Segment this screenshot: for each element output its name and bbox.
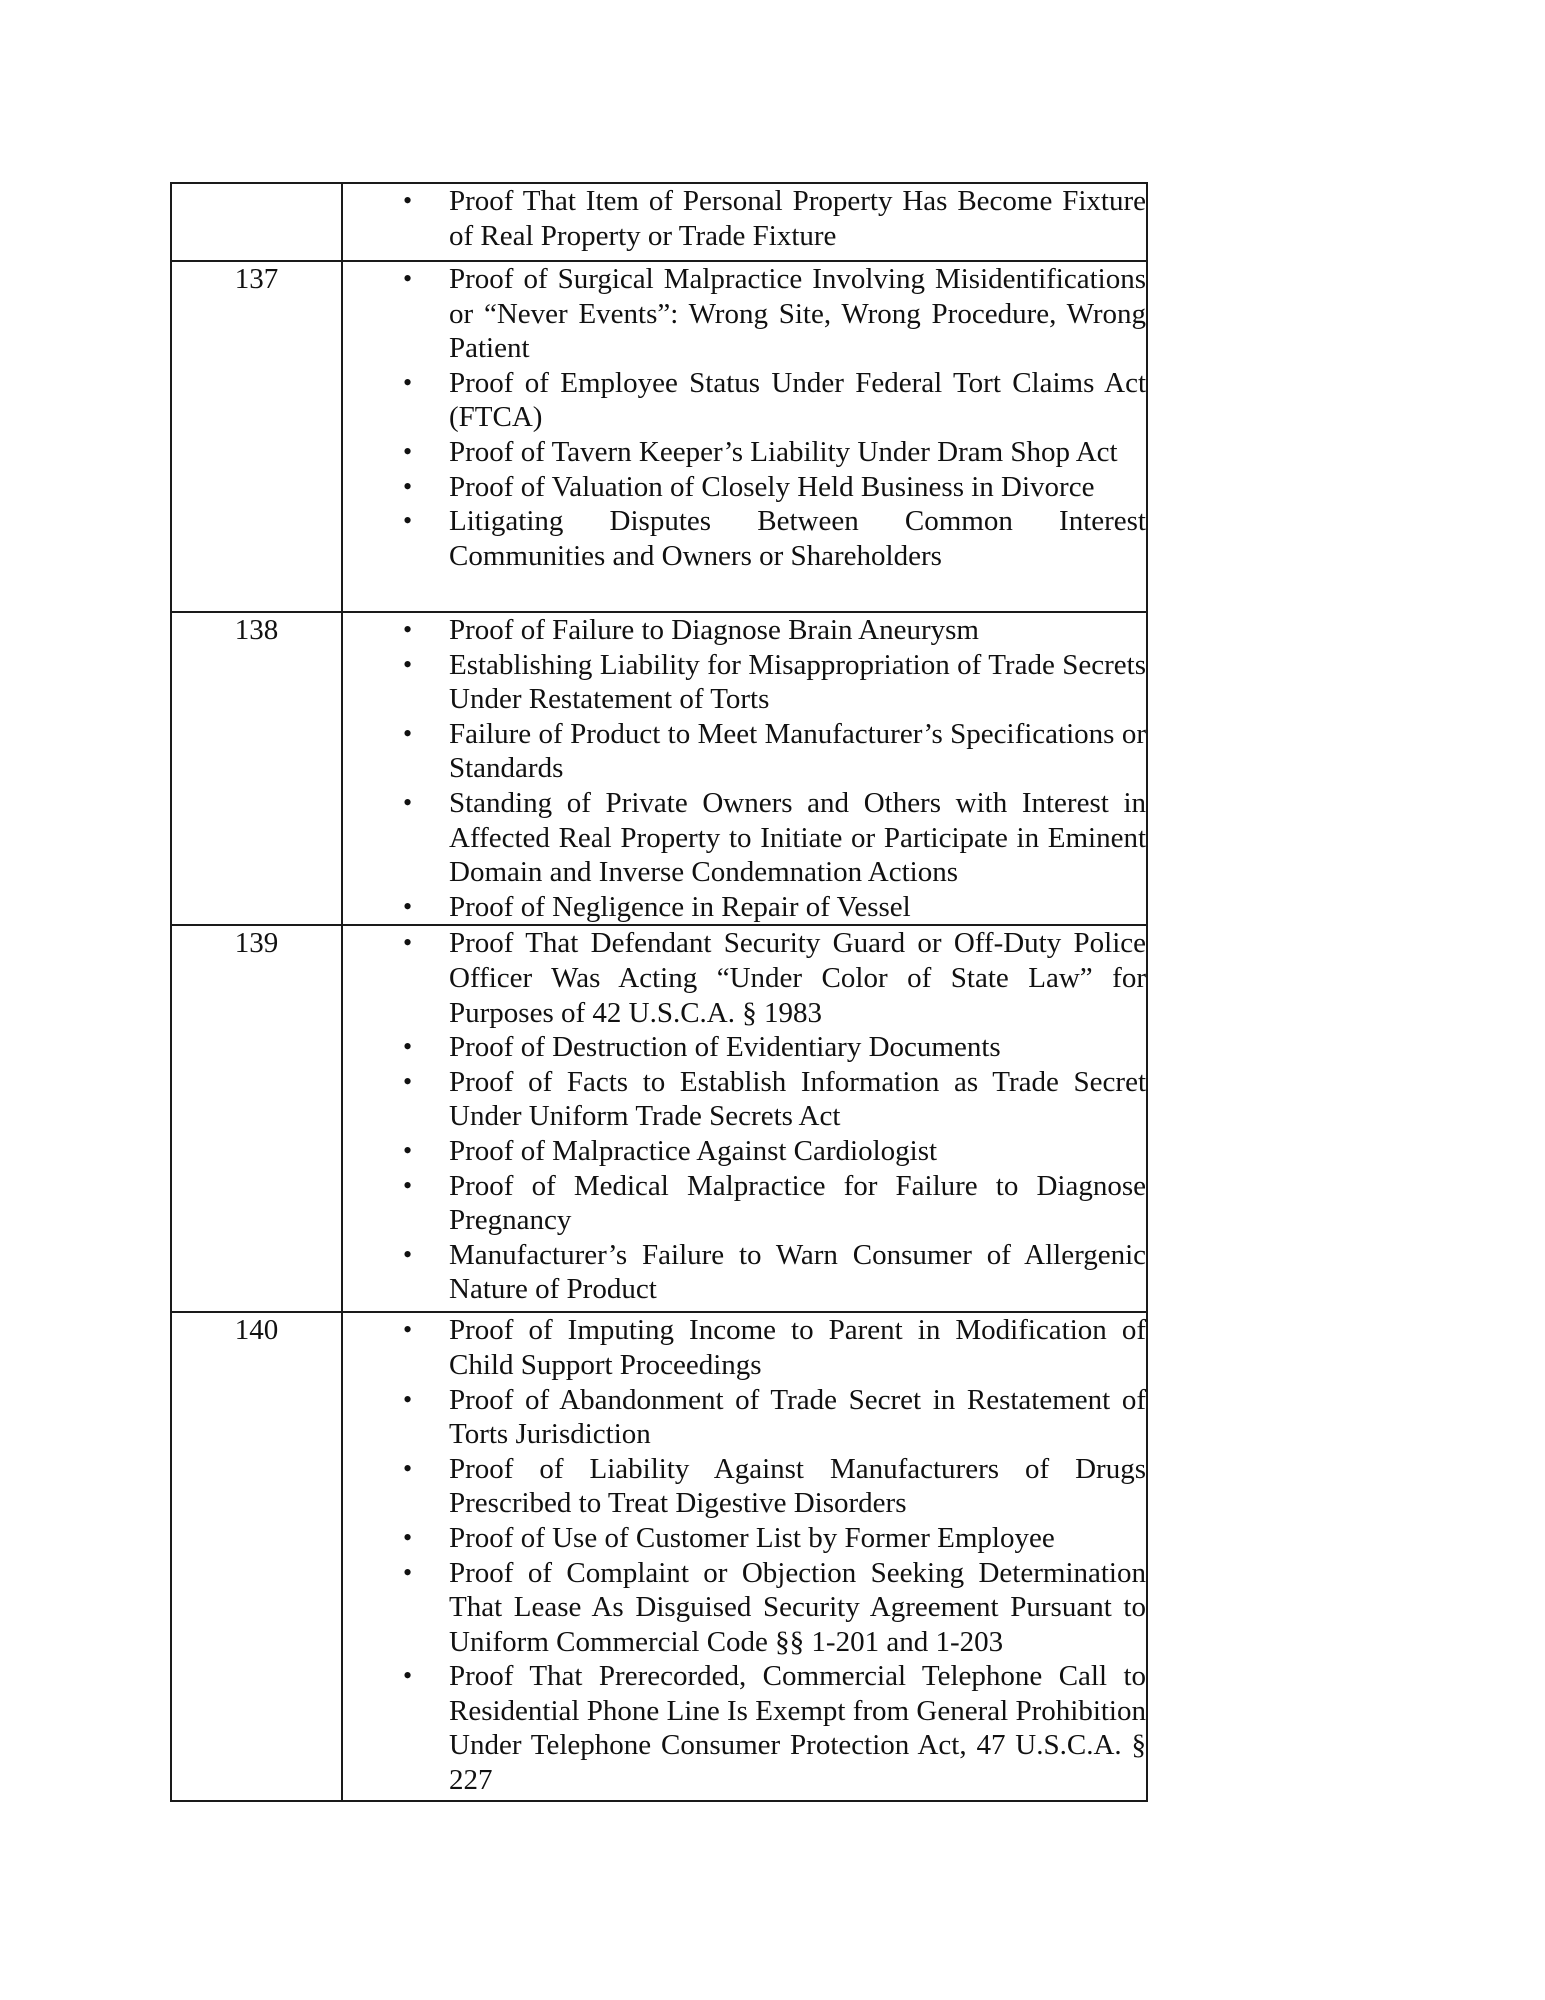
list-item (343, 926, 1146, 1030)
article-list-cell (342, 1312, 1147, 1801)
table-row (171, 925, 1147, 1312)
volume-number-cell: 138 (171, 612, 342, 925)
volume-number-cell (171, 183, 342, 261)
article-title: Proof of Use of Customer List by Former Employee (449, 1521, 1055, 1554)
article-title: Proof of Valuation of Closely Held Business in Divorce (449, 470, 1095, 503)
list-item (343, 1030, 1146, 1065)
list-item (343, 1452, 1146, 1521)
article-title: Proof That Prerecorded, Commercial Telephone Call to Residential Phone Line Is Exempt from General Prohibition Under Telephone Consumer Protection Act, 47 U.S.C.A. § 227 (449, 1660, 1146, 1797)
bullet-icon: • (403, 506, 413, 536)
list-item (343, 786, 1146, 890)
article-title: Proof of Negligence in Repair of Vessel (449, 890, 911, 923)
article-title: Proof of Surgical Malpractice Involving Misidentifications or “Never Events”: Wrong Site, Wrong Procedure, Wrong Patient (449, 263, 1146, 365)
list-item (343, 717, 1146, 786)
list-item (343, 1169, 1146, 1238)
volume-number-cell: 140 (171, 1312, 342, 1801)
bullet-icon: • (403, 1453, 413, 1483)
article-title: Proof of Complaint or Objection Seeking Determination That Lease As Disguised Security Agreement Pursuant to Uniform Commercial Code §§ 1-201 and 1-203 (449, 1556, 1146, 1658)
bullet-icon: • (403, 471, 413, 501)
list-item (343, 435, 1146, 470)
article-title: Manufacturer’s Failure to Warn Consumer of Allergenic Nature of Product (449, 1238, 1146, 1306)
bullet-icon: • (403, 787, 413, 817)
bullet-icon: • (403, 1557, 413, 1587)
article-list-cell (342, 261, 1147, 612)
article-title: Standing of Private Owners and Others with Interest in Affected Real Property to Initiate or Participate in Eminent Domain and Inverse Condemnation Actions (449, 786, 1146, 889)
list-item (343, 184, 1146, 253)
bullet-icon: • (403, 1239, 413, 1269)
article-title: Proof of Medical Malpractice for Failure to Diagnose Pregnancy (449, 1169, 1146, 1237)
bullet-icon: • (403, 1661, 413, 1691)
supplement-contents-table (170, 182, 1148, 1802)
table-row (171, 612, 1147, 925)
list-item (343, 1383, 1146, 1452)
article-title: Proof of Abandonment of Trade Secret in Restatement of Torts Jurisdiction (449, 1383, 1146, 1451)
volume-number-cell: 137 (171, 261, 342, 612)
bullet-icon: • (403, 1170, 413, 1200)
list-item (343, 1134, 1146, 1169)
article-title: Proof That Defendant Security Guard or Off-Duty Police Officer Was Acting “Under Color of State Law” for Purposes of 42 U.S.C.A. § 1983 (449, 927, 1146, 1029)
article-list-cell (342, 925, 1147, 1312)
article-title: Failure of Product to Meet Manufacturer’s Specifications or Standards (449, 717, 1146, 785)
bullet-icon: • (403, 1384, 413, 1414)
list-item (343, 1659, 1146, 1797)
article-title: Proof of Failure to Diagnose Brain Aneurysm (449, 614, 979, 646)
bullet-icon: • (403, 1135, 413, 1165)
bullet-icon: • (403, 1522, 413, 1552)
list-item (343, 504, 1146, 573)
article-list-cell (342, 183, 1147, 261)
list-item (343, 1313, 1146, 1382)
bullet-icon: • (403, 928, 413, 958)
article-title: Establishing Liability for Misappropriation of Trade Secrets Under Restatement of Torts (449, 648, 1146, 716)
list-item (343, 613, 1146, 648)
bullet-icon: • (403, 615, 413, 644)
volume-number-cell: 139 (171, 925, 342, 1312)
article-list (343, 613, 1146, 924)
list-item (343, 1556, 1146, 1660)
table-row (171, 1312, 1147, 1801)
article-list-cell (342, 612, 1147, 925)
bullet-icon: • (403, 718, 413, 748)
article-list (343, 926, 1146, 1307)
list-item (343, 366, 1146, 435)
article-title: Proof of Tavern Keeper’s Liability Under Dram Shop Act (449, 435, 1118, 468)
article-list (343, 262, 1146, 573)
table-row (171, 183, 1147, 261)
list-item (343, 890, 1146, 925)
article-title: Proof of Employee Status Under Federal Tort Claims Act (FTCA) (449, 366, 1146, 434)
article-title: Proof of Imputing Income to Parent in Modification of Child Support Proceedings (449, 1314, 1146, 1381)
article-title: Litigating Disputes Between Common Interest Communities and Owners or Shareholders (449, 505, 1146, 572)
article-title: Proof of Destruction of Evidentiary Documents (449, 1031, 1001, 1064)
list-item (343, 470, 1146, 505)
article-title: Proof of Facts to Establish Information as Trade Secret Under Uniform Trade Secrets Act (449, 1065, 1146, 1133)
bullet-icon: • (403, 264, 413, 293)
bullet-icon: • (403, 436, 413, 466)
article-title: Proof of Liability Against Manufacturers of Drugs Prescribed to Treat Digestive Disorders (449, 1452, 1146, 1520)
list-item (343, 648, 1146, 717)
table-row (171, 261, 1147, 612)
article-list (343, 1313, 1146, 1797)
table-body (171, 183, 1147, 1801)
article-list (343, 184, 1146, 253)
list-item (343, 262, 1146, 366)
bullet-icon: • (403, 649, 413, 679)
list-item (343, 1238, 1146, 1307)
article-title: Proof That Item of Personal Property Has Become Fixture of Real Property or Trade Fixture (449, 185, 1146, 252)
bullet-icon: • (403, 1066, 413, 1096)
bullet-icon: • (403, 186, 413, 215)
bullet-icon: • (403, 1315, 413, 1345)
article-title: Proof of Malpractice Against Cardiologist (449, 1134, 938, 1167)
bullet-icon: • (403, 891, 413, 921)
list-item (343, 1065, 1146, 1134)
bullet-icon: • (403, 1032, 413, 1062)
list-item (343, 1521, 1146, 1556)
bullet-icon: • (403, 367, 413, 397)
